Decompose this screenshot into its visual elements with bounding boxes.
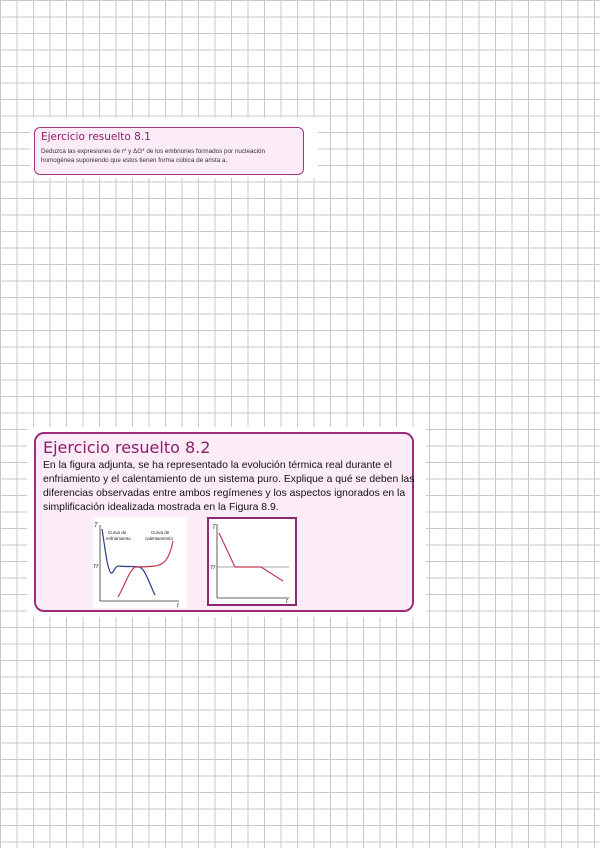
cooling-curve-label: Curva de (108, 530, 127, 535)
y-axis-label: T (94, 523, 98, 529)
heating-curve-label: calentamiento (145, 536, 174, 541)
x-axis-label: t (286, 599, 288, 604)
x-axis-label: t (177, 603, 179, 608)
idealized-cooling-curve (219, 533, 283, 581)
exercise-8-2-line: diferencias observadas entre ambos regímenes y los aspectos ignorados en la (43, 488, 406, 499)
exercise-8-2-line: simplificación idealizada mostrada en la Figura 8.9. (43, 502, 279, 513)
exercise-8-2-line: enfriamiento y el calentamiento de un sistema puro. Explique a qué se deben las (43, 474, 415, 485)
exercise-8-2-title: Ejercicio resuelto 8.2 (43, 438, 211, 457)
exercise-8-1-box (34, 127, 304, 175)
tf-label: Tf (210, 565, 215, 571)
exercise-8-1-line: Deduzca las expresiones de r* y ΔG* de los embriones formados por nucleación (41, 148, 266, 155)
heating-curve-label: Curva de (151, 530, 170, 535)
exercise-8-1-title: Ejercicio resuelto 8.1 (41, 131, 151, 143)
exercise-8-2-line: En la figura adjunta, se ha representado la evolución térmica real durante el (43, 460, 392, 471)
heating-curve (118, 541, 173, 597)
tf-label: Tf (93, 564, 98, 570)
exercise-8-1-text (41, 148, 297, 165)
cooling-curve-label: enfriamiento (106, 536, 131, 541)
exercise-8-1-line: homogénea suponiendo que estos tienen forma cúbica de arista a. (41, 156, 228, 164)
idealized-curve-figure (207, 517, 297, 606)
y-axis-label: T (212, 525, 216, 531)
real-thermal-curves-figure (93, 517, 187, 608)
exercise-8-2-text (43, 459, 415, 515)
